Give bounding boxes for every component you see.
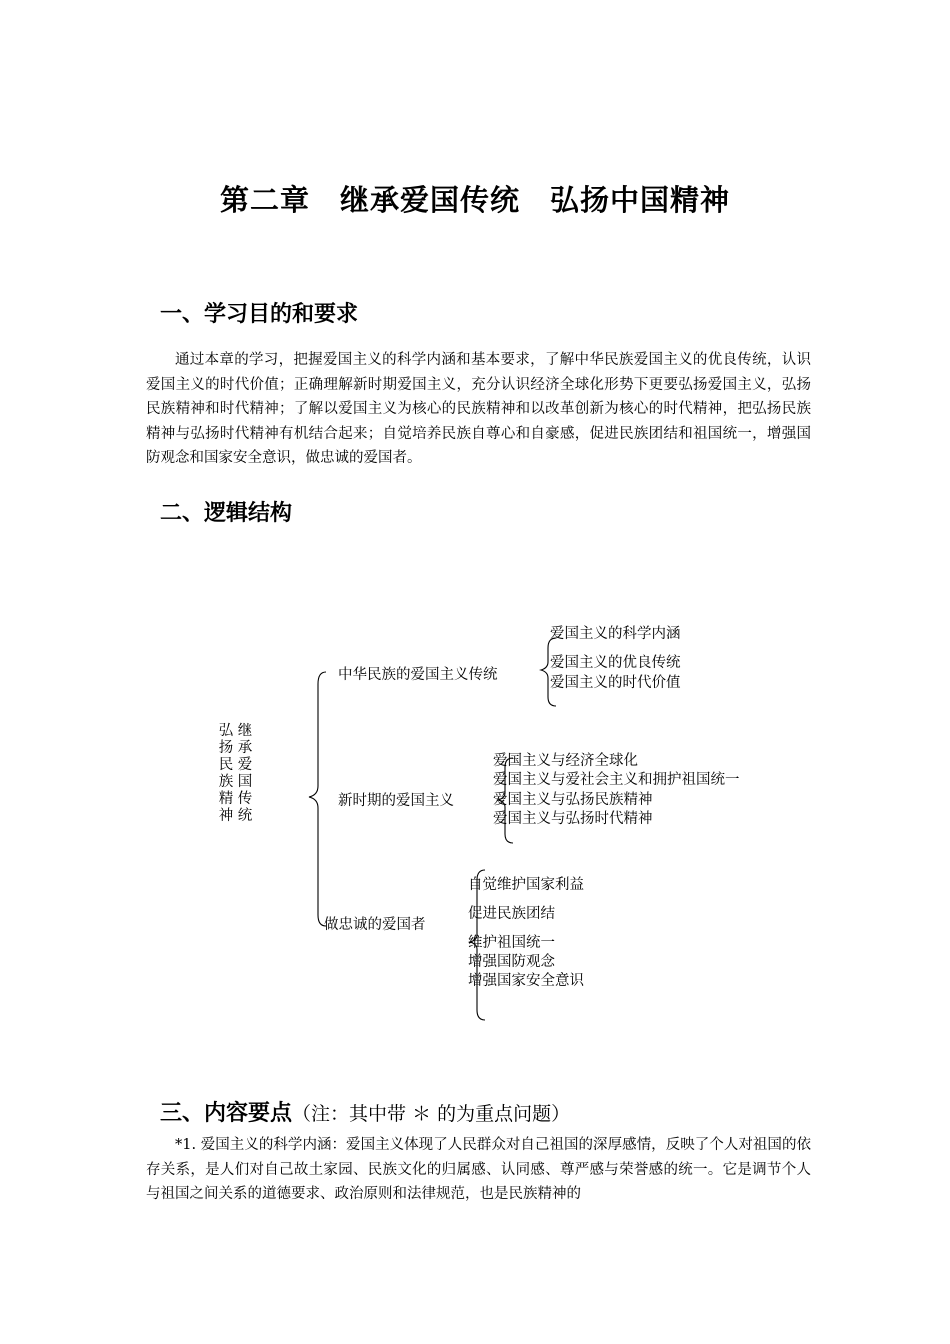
branch3-item: 增强国家安全意识 (468, 973, 584, 989)
branch1-item: 爱国主义的时代价值 (550, 675, 681, 691)
goals-text: 通过本章的学习，把握爱国主义的科学内涵和基本要求，了解中华民族爱国主义的优良传统，认识爱国主义的时代价值；正确理解新时期爱国主义，充分认识经济全球化形势下更要弘扬爱国主义，弘扬民族精神和时代精神；了解以爱国主义为核心的民族精神和以改革创新为核心的时代精神，把弘扬民族精神与弘扬时代精神有机结合起来；自觉培养民族自尊心和自豪感，促进民族团结和祖国统一，增强国防观念和国家安全意识，做忠诚的爱国者。 (146, 352, 811, 467)
main-brace (309, 672, 326, 926)
branch-label-1: 中华民族的爱国主义传统 (338, 667, 498, 683)
key-points-heading-text: 三、内容要点 (160, 1101, 293, 1126)
key-points-text: *1. 爱国主义的科学内涵：爱国主义体现了人民群众对自己祖国的深厚感情，反映了个人对祖国的依存关系，是人们对自己故土家园、民族文化的归属感、认同感、尊严感与荣誉感的统一。它是调节个人与祖国之间关系的道德要求、政治原则和法律规范，也是民族精神的 (146, 1137, 811, 1203)
branch3-item: 自觉维护国家利益 (468, 877, 584, 893)
branch1-item: 爱国主义的优良传统 (550, 655, 681, 671)
section-heading-key-points (160, 1096, 570, 1127)
section-heading-structure: 二、逻辑结构 (160, 501, 293, 526)
chapter-title: 第二章 继承爱国传统 弘扬中国精神 (219, 183, 730, 217)
branch3-item: 维护祖国统一 (468, 935, 555, 951)
section-heading-goals: 一、学习目的和要求 (160, 302, 359, 327)
branch-label-2: 新时期的爱国主义 (338, 793, 454, 809)
key-points-paragraph (146, 1133, 811, 1207)
branch1-item: 爱国主义的科学内涵 (550, 626, 681, 642)
branch2-item: 爱国主义与弘扬民族精神 (493, 792, 653, 808)
branch3-item: 促进民族团结 (468, 906, 555, 922)
branch-label-3: 做忠诚的爱国者 (324, 917, 426, 933)
branch2-item: 爱国主义与爱社会主义和拥护祖国统一 (493, 772, 740, 788)
root-column-2: 弘扬民族精神 (218, 723, 234, 824)
key-points-note: （注：其中带 ＊ 的为重点问题） (292, 1103, 571, 1125)
branch2-item: 爱国主义与弘扬时代精神 (493, 811, 653, 827)
branch3-item: 增强国防观念 (468, 954, 555, 970)
root-column-1: 继承爱国传统 (237, 723, 253, 824)
branch2-item: 爱国主义与经济全球化 (493, 753, 638, 769)
